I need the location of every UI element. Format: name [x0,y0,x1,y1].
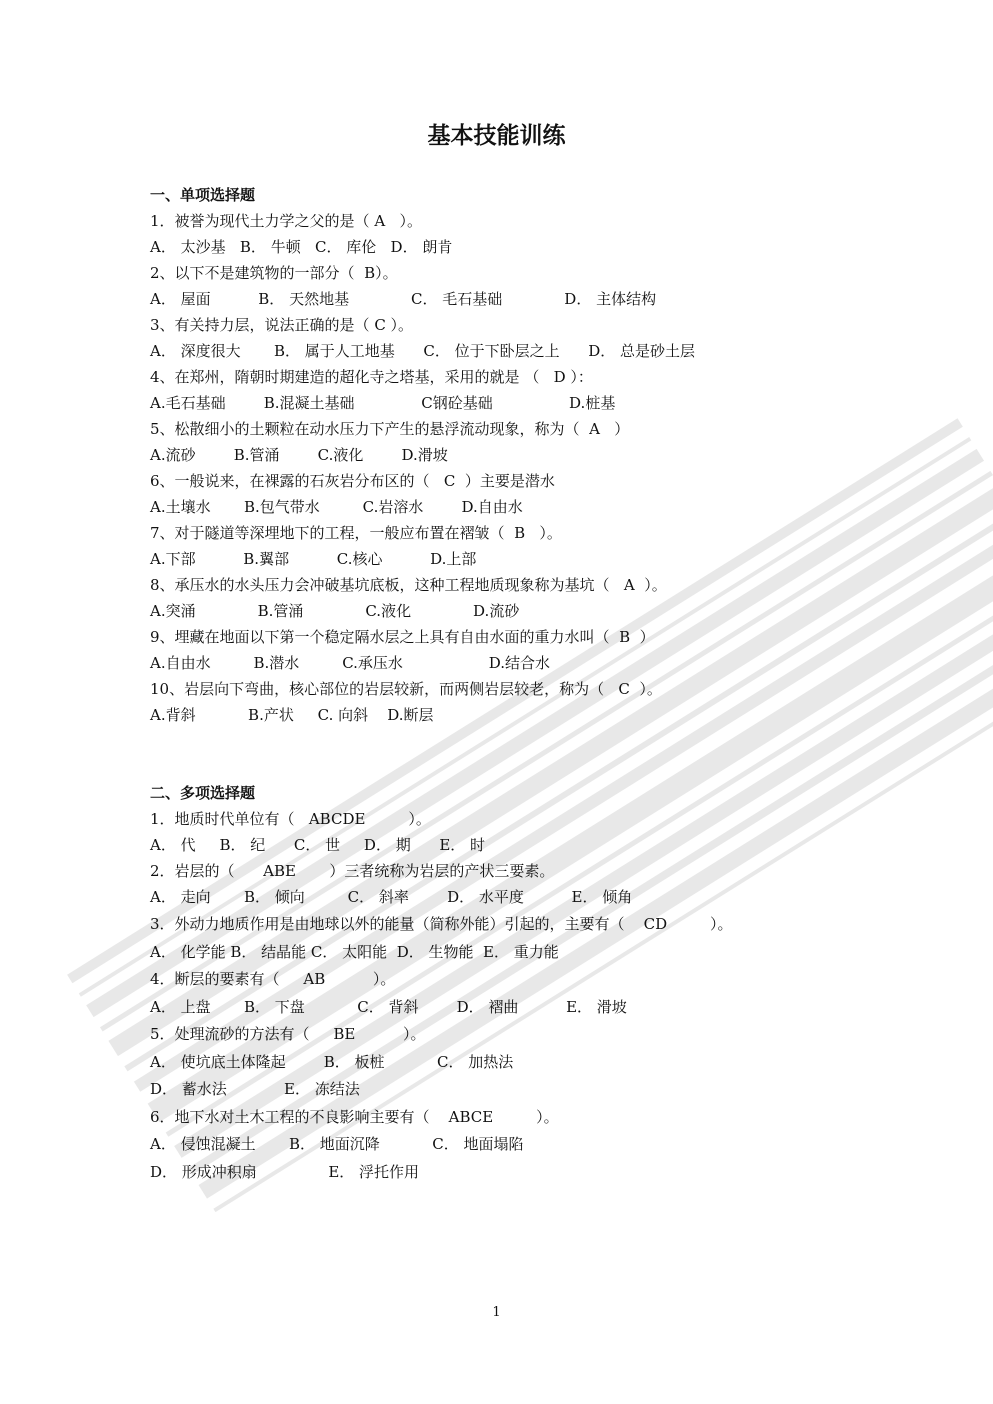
answer-options: A.自由水 B.潜水 C.承压水 D.结合水 [150,654,551,672]
answer-options: A． 使坑底土体隆起 B． 板桩 C． 加热法 [150,1053,514,1071]
answer-options: A.毛石基础 B.混凝土基础 C钢砼基础 D.桩基 [150,394,616,412]
answer-options: A． 屋面 B． 天然地基 C． 毛石基础 D． 主体结构 [150,290,657,308]
answer-options: A.背斜 B.产状 C. 向斜 D.断层 [150,706,434,724]
question-text: 6、一般说来，在裸露的石灰岩分布区的（ C ）主要是潜水 [150,472,555,490]
question-text: 2、以下不是建筑物的一部分（ B）。 [150,264,398,282]
answer-options: A． 深度很大 B． 属于人工地基 C． 位于下卧层之上 D． 总是砂土层 [150,342,696,360]
answer-options: D． 蓄水法 E． 冻结法 [150,1080,360,1098]
question-text: 5．处理流砂的方法有（ BE ）。 [150,1025,426,1043]
answer-options: A． 走向 B． 倾向 C． 斜率 D． 水平度 E． 倾角 [150,888,633,906]
question-text: 6．地下水对土木工程的不良影响主要有（ ABCE ）。 [150,1108,559,1126]
answer-options: A． 代 B． 纪 C． 世 D． 期 E． 时 [150,836,486,854]
answer-options: D． 形成冲积扇 E． 浮托作用 [150,1163,420,1181]
answer-options: A． 太沙基 B． 牛顿 C． 库伦 D． 朗肯 [150,238,453,256]
question-text: 1．被誉为现代土力学之父的是（ A ）。 [150,212,422,230]
answer-options: A． 化学能 B． 结晶能 C． 太阳能 D． 生物能 E． 重力能 [150,943,559,961]
answer-options: A． 侵蚀混凝土 B． 地面沉降 C． 地面塌陷 [150,1135,524,1153]
question-text: 1．地质时代单位有（ ABCDE ）。 [150,810,431,828]
question-text: 5、松散细小的土颗粒在动水压力下产生的悬浮流动现象，称为（ A ） [150,420,630,438]
question-text: 4．断层的要素有（ AB ）。 [150,970,396,988]
section-heading-multiple-choice: 二、多项选择题 [150,784,256,802]
question-text: 2．岩层的（ ABE ）三者统称为岩层的产状三要素。 [150,862,555,880]
answer-options: A.突涌 B.管涌 C.液化 D.流砂 [150,602,520,620]
answer-options: A． 上盘 B． 下盘 C． 背斜 D． 褶曲 E． 滑坡 [150,998,627,1016]
question-text: 9、埋藏在地面以下第一个稳定隔水层之上具有自由水面的重力水叫（ B ） [150,628,655,646]
question-text: 3．外动力地质作用是由地球以外的能量（简称外能）引起的，主要有（ CD ）。 [150,915,733,933]
question-text: 4、在郑州，隋朝时期建造的超化寺之塔基，采用的就是 （ D ）： [150,368,593,386]
page-number: 1 [492,1305,501,1320]
answer-options: A.土壤水 B.包气带水 C.岩溶水 D.自由水 [150,498,523,516]
question-text: 8、承压水的水头压力会冲破基坑底板，这种工程地质现象称为基坑（ A ）。 [150,576,667,594]
answer-options: A.流砂 B.管涌 C.液化 D.滑坡 [150,446,448,464]
question-text: 7、对于隧道等深埋地下的工程，一般应布置在褶皱（ B ）。 [150,524,562,542]
question-text: 3、有关持力层，说法正确的是（ C ）。 [150,316,414,334]
question-text: 10、岩层向下弯曲，核心部位的岩层较新，而两侧岩层较老，称为（ C ）。 [150,680,662,698]
page-title: 基本技能训练 [427,123,566,149]
section-heading-single-choice: 一、单项选择题 [150,186,256,204]
answer-options: A.下部 B.翼部 C.核心 D.上部 [150,550,477,568]
